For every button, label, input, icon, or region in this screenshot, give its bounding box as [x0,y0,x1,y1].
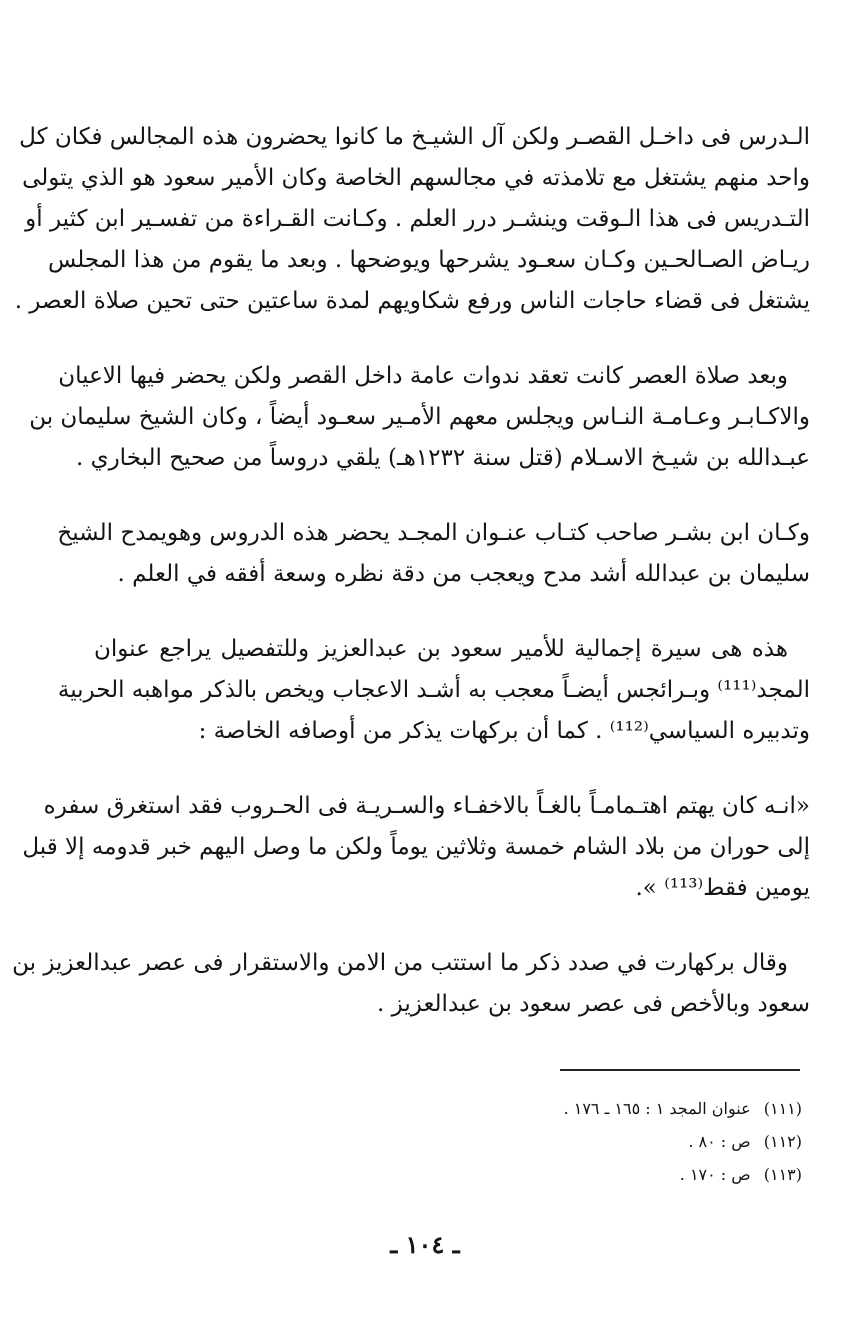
footnote [382,1092,802,1125]
text-line: التـدريس فى هذا الـوقت وينشـر درر العلم . وكـانت القـراءة من تفسـير ابن كثير أو [25,206,810,232]
footnote-number: (١١٢) [763,1132,802,1151]
footnote-text: عنوان المجد ١ : ١٦٥ ـ ١٧٦ . [563,1099,751,1118]
text-line: ريـاض الصـالحـين وكـان سعـود يشرحها ويوضحها . وبعد ما يقوم من هذا المجلس [47,247,810,273]
body-text [12,117,810,1059]
footnotes [382,1092,802,1191]
quote-paragraph [22,786,810,909]
text-line: واحد منهم يشتغل مع تلامذته في مجالسهم الخاصة وكان الأمير سعود هو الذي يتولى [22,165,810,191]
paragraph-2 [29,356,810,479]
text-line: والاكـابـر وعـامـة النـاس ويجلس معهم الأمـير سعـود أيضاً ، وكان الشيخ سليمان بن [29,404,810,430]
footnote [382,1125,802,1158]
text-line: «انـه كان يهتم اهتـمامـاً بالغـاً بالاخفـاء والسـريـة فى الحـروب فقد استغرق سفره [43,793,810,819]
footnote-text: ص : ١٧٠ . [679,1165,751,1184]
text-line: سعود وبالأخص فى عصر سعود بن عبدالعزيز . [377,991,810,1017]
text-line: يومين فقط⁽¹¹³⁾ ». [635,875,810,901]
footnote-number: (١١١) [763,1099,802,1118]
text-line: إلى حوران من بلاد الشام خمسة وثلاثين يوماً ولكن ما وصل اليهم خبر قدومه إلا قبل [22,834,810,860]
text-line: يشتغل فى قضاء حاجات الناس ورفع شكاويهم لمدة ساعتين حتى تحين صلاة العصر . [14,288,810,314]
footnote-separator [560,1069,800,1071]
text-line: هذه هى سيرة إجمالية للأمير سعود بن عبدالعزيز وللتفصيل يراجع عنوان [94,636,788,662]
text-line: سليمان بن عبدالله أشد مدح ويعجب من دقة نظره وسعة أفقه في العلم . [117,561,810,587]
paragraph-1 [14,117,810,322]
text-line: المجد⁽¹¹¹⁾ وبـرائجس أيضـاً معجب به أشـد الاعجاب ويخص بالذكر مواهبه الحربية [57,677,810,703]
footnote-text: ص : ٨٠ . [688,1132,751,1151]
paragraph-3 [57,513,810,595]
footnote-number: (١١٣) [763,1165,802,1184]
footnote [382,1158,802,1191]
page-number: ـ ١٠٤ ـ [390,1230,460,1259]
text-line: وكـان ابن بشـر صاحب كتـاب عنـوان المجـد يحضر هذه الدروس وهويمدح الشيخ [57,520,810,546]
paragraph-6 [12,943,810,1025]
paragraph-4 [57,629,810,752]
text-line: وقال بركهارت في صدد ذكر ما استتب من الامن والاستقرار فى عصر عبدالعزيز بن [12,950,788,976]
text-line: عبـدالله بن شيـخ الاسـلام (قتل سنة ١٢٣٢هـ) يلقي دروساً من صحيح البخاري . [75,445,810,471]
text-line: وبعد صلاة العصر كانت تعقد ندوات عامة داخل القصر ولكن يحضر فيها الاعيان [58,363,788,389]
text-line: وتدبيره السياسي⁽¹¹²⁾ . كما أن بركهات يذكر من أوصافه الخاصة : [198,718,810,744]
text-line: الـدرس فى داخـل القصـر ولكن آل الشيـخ ما كانوا يحضرون هذه المجالس فكان كل [19,124,810,150]
